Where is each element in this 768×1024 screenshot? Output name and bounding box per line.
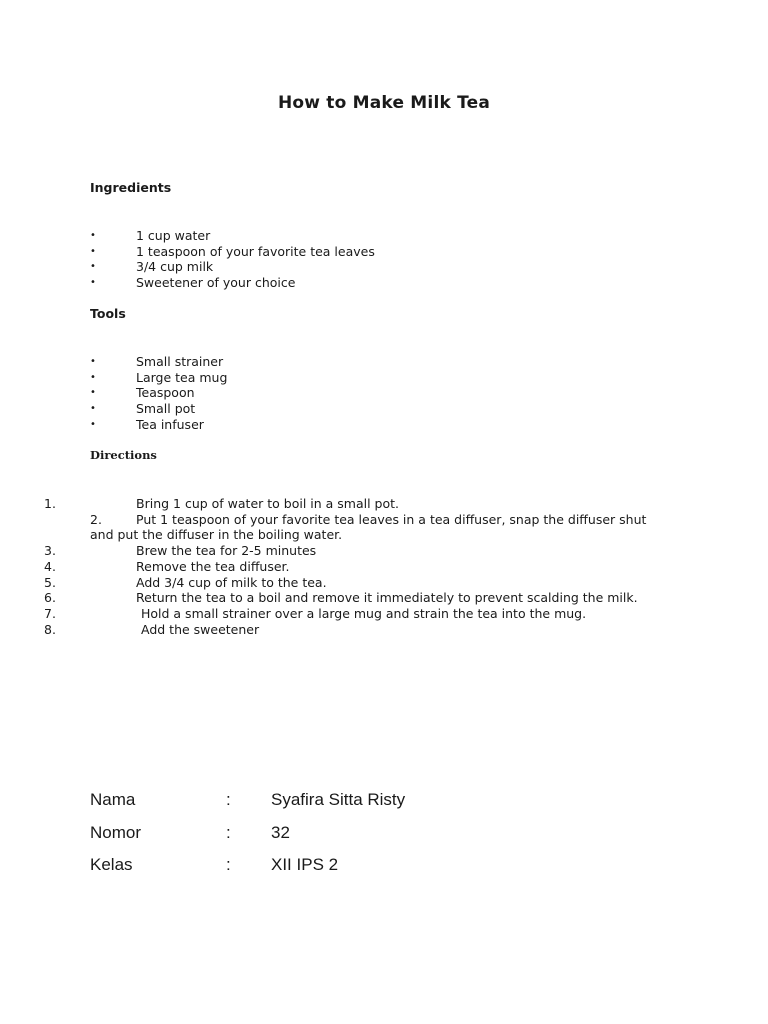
step-number: 7. <box>44 605 56 621</box>
direction-step <box>44 558 670 575</box>
step-text: Brew the tea for 2-5 minutes <box>136 543 317 559</box>
direction-step <box>44 605 670 622</box>
step-number: 1. <box>44 496 56 511</box>
list-item <box>90 370 690 386</box>
step-number: 4. <box>44 558 56 574</box>
page-title: How to Make Milk Tea <box>277 93 491 113</box>
step-text: Hold a small strainer over a large mug and strain the tea into the mug. <box>141 605 587 621</box>
ingredient-text: 1 teaspoon of your favorite tea leaves <box>136 243 375 259</box>
bullet-icon: • <box>90 387 96 399</box>
info-colon: : <box>226 855 231 874</box>
ingredients-heading: Ingredients <box>90 180 172 195</box>
directions-heading: Directions <box>90 448 157 462</box>
step-text: Bring 1 cup of water to boil in a small pot. <box>136 496 400 511</box>
bullet-icon: • <box>90 245 96 257</box>
direction-step <box>44 621 670 638</box>
step-text: Return the tea to a boil and remove it immediately to prevent scalding the milk. <box>136 590 638 606</box>
bullet-icon: • <box>90 230 96 241</box>
info-label: Kelas <box>90 855 133 874</box>
step-number: 8. <box>44 621 56 637</box>
tools-heading: Tools <box>90 306 126 321</box>
step-text: Remove the tea diffuser. <box>136 558 290 574</box>
bullet-icon: • <box>90 403 96 415</box>
list-item <box>90 401 690 417</box>
list-item <box>90 354 690 370</box>
direction-step <box>44 574 670 591</box>
tool-text: Small strainer <box>136 354 224 369</box>
info-value: XII IPS 2 <box>271 855 339 874</box>
info-value: 32 <box>271 822 290 842</box>
list-item <box>90 385 690 401</box>
ingredient-text: 3/4 cup milk <box>136 259 214 275</box>
bullet-icon: • <box>90 371 96 383</box>
ingredient-text: Sweetener of your choice <box>136 275 296 291</box>
tools-list <box>90 354 690 433</box>
directions-list <box>44 496 670 637</box>
list-item <box>90 275 690 291</box>
info-label: Nama <box>90 790 136 809</box>
tool-text: Teaspoon <box>136 385 195 401</box>
step-number: 3. <box>44 543 56 559</box>
info-value: Syafira Sitta Risty <box>271 790 406 809</box>
list-item <box>90 259 690 275</box>
list-item <box>90 417 690 433</box>
direction-step <box>44 543 670 559</box>
list-item <box>90 244 690 260</box>
step-text: Put 1 teaspoon of your favorite tea leaves in a tea diffuser, snap the diffuser shut and put the diffuser in the boiling water. <box>90 511 647 543</box>
step-text: Add the sweetener <box>141 621 260 637</box>
info-colon: : <box>226 822 231 842</box>
step-text: Add 3/4 cup of milk to the tea. <box>136 574 327 590</box>
tool-text: Large tea mug <box>136 369 228 385</box>
list-item <box>90 228 690 244</box>
direction-step <box>90 512 670 543</box>
tool-text: Small pot <box>136 401 196 417</box>
step-number: 6. <box>44 590 56 606</box>
step-number: 5. <box>44 574 56 590</box>
step-number: 2. <box>90 511 102 527</box>
direction-step <box>44 496 670 512</box>
bullet-icon: • <box>90 418 96 430</box>
bullet-icon: • <box>90 261 96 273</box>
direction-step <box>44 590 670 606</box>
bullet-icon: • <box>90 277 96 289</box>
ingredients-list <box>90 228 690 291</box>
ingredient-text: 1 cup water <box>136 228 211 243</box>
bullet-icon: • <box>90 356 96 367</box>
info-label: Nomor <box>90 822 142 842</box>
tool-text: Tea infuser <box>136 416 204 432</box>
info-colon: : <box>226 790 231 809</box>
